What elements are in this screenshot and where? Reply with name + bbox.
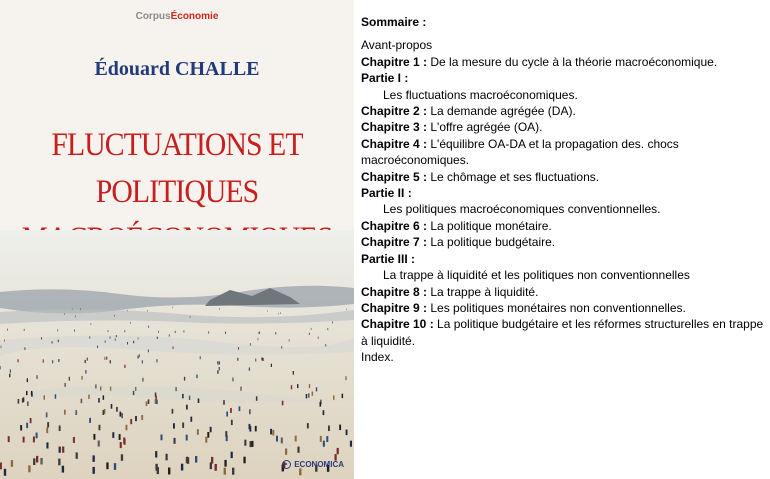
person	[268, 310, 269, 311]
person	[166, 454, 168, 461]
person	[27, 378, 28, 382]
person	[44, 395, 46, 399]
person	[73, 437, 75, 443]
person	[328, 328, 329, 330]
person	[250, 343, 251, 346]
person	[318, 337, 319, 339]
publisher-logo	[282, 460, 344, 469]
person	[126, 425, 128, 431]
person	[219, 367, 220, 370]
person	[88, 395, 90, 399]
toc-chapter-6	[361, 218, 766, 234]
person	[311, 328, 312, 330]
person	[299, 468, 301, 475]
person	[104, 357, 105, 360]
person	[89, 336, 90, 338]
person	[169, 334, 170, 336]
person	[205, 437, 207, 443]
person	[52, 360, 53, 363]
person	[172, 409, 174, 414]
person	[184, 330, 185, 332]
person	[108, 330, 109, 332]
toc-part-1	[361, 70, 766, 86]
person	[219, 361, 220, 364]
person	[155, 395, 157, 399]
toc-avant-propos: Avant-propos	[361, 38, 433, 53]
person	[135, 416, 137, 421]
person	[240, 387, 241, 391]
person	[64, 313, 65, 315]
person	[120, 442, 122, 448]
person	[75, 316, 76, 318]
person	[281, 438, 283, 444]
chapter-title: La politique budgétaire et les réformes structurelles en trappe à liquidité.	[361, 317, 764, 348]
toc-part-2	[361, 185, 766, 201]
person	[81, 376, 82, 380]
person	[168, 468, 170, 475]
person	[237, 358, 238, 361]
person	[308, 393, 310, 397]
person	[74, 330, 75, 332]
person	[251, 441, 253, 447]
person	[224, 468, 226, 475]
person	[93, 434, 95, 440]
person	[103, 395, 105, 399]
person	[69, 377, 70, 381]
person	[121, 413, 123, 418]
person	[208, 331, 209, 333]
person	[198, 399, 200, 404]
chapter-title: La trappe à liquidité.	[427, 284, 539, 299]
person	[147, 310, 148, 311]
person	[106, 462, 108, 469]
person	[133, 391, 135, 395]
beach-photo	[0, 230, 354, 479]
author-name: Édouard CHALLE	[94, 58, 260, 80]
person	[282, 401, 284, 406]
person	[33, 437, 35, 443]
person	[328, 426, 330, 432]
person	[249, 424, 251, 429]
person	[10, 369, 11, 373]
chapter-label: Chapitre 8 :	[361, 284, 428, 299]
chapter-label: Chapitre 6 :	[361, 218, 428, 233]
person	[295, 436, 297, 442]
series-prefix: Corpus	[135, 11, 171, 22]
person	[217, 361, 218, 364]
person	[155, 399, 157, 404]
person	[157, 337, 158, 339]
person	[110, 360, 111, 363]
person	[62, 447, 64, 453]
person	[1, 346, 2, 349]
person	[278, 313, 279, 315]
person	[4, 469, 6, 476]
person	[142, 360, 143, 363]
person	[232, 378, 233, 382]
person	[158, 331, 159, 333]
person	[0, 366, 1, 369]
person	[142, 378, 143, 382]
person	[130, 419, 132, 424]
person	[43, 359, 44, 362]
person	[210, 427, 212, 433]
toc-part-2-title: Les politiques macroéconomiques conventionnelles.	[383, 202, 661, 217]
person	[59, 447, 61, 453]
toc-chapter-5	[361, 169, 766, 185]
person	[123, 438, 125, 444]
chapter-title: Le chômage et ses fluctuations.	[427, 169, 600, 184]
person	[297, 384, 298, 388]
person	[323, 441, 325, 447]
person	[339, 425, 341, 431]
person	[332, 322, 333, 324]
person	[316, 387, 317, 391]
person	[200, 356, 201, 359]
person	[114, 463, 116, 470]
person	[133, 341, 134, 344]
person	[148, 326, 149, 328]
person	[91, 323, 92, 325]
person	[197, 429, 199, 435]
person	[36, 375, 37, 379]
person	[156, 359, 157, 362]
person	[36, 456, 38, 463]
person	[275, 332, 276, 334]
person	[320, 436, 322, 442]
person	[186, 405, 188, 410]
toc-chapter-9	[361, 300, 766, 316]
person	[23, 437, 25, 443]
person	[217, 370, 218, 374]
person	[87, 358, 88, 361]
person	[11, 460, 13, 467]
person	[8, 436, 10, 442]
person	[172, 307, 173, 308]
person	[181, 464, 183, 471]
person	[93, 467, 95, 474]
person	[139, 354, 140, 357]
book-title-line-1: FLUCTUATIONS ET POLITIQUES	[51, 127, 303, 210]
person	[256, 396, 258, 401]
person	[297, 447, 299, 453]
person	[325, 344, 326, 347]
person	[155, 451, 157, 457]
chapter-label: Chapitre 9 :	[361, 300, 428, 315]
chapter-title: La demande agrégée (DA).	[427, 104, 576, 119]
person	[141, 415, 143, 420]
person	[116, 335, 117, 337]
person	[76, 452, 78, 458]
person	[175, 331, 176, 333]
person	[250, 441, 252, 447]
toc-chapter-7	[361, 234, 766, 250]
person	[259, 332, 260, 334]
person	[280, 312, 281, 314]
person	[81, 399, 83, 404]
person	[58, 359, 59, 362]
person	[261, 357, 262, 360]
chapter-title: L'offre agrégée (OA).	[427, 120, 543, 135]
person	[7, 329, 8, 331]
person	[64, 410, 66, 415]
person	[255, 426, 257, 432]
person	[226, 412, 228, 417]
person	[114, 315, 115, 317]
person	[98, 441, 100, 447]
chapter-title: De la mesure du cycle à la théorie macroéconomique.	[427, 54, 718, 69]
person	[156, 400, 158, 405]
person	[239, 406, 241, 411]
toc-chapter-1	[361, 54, 766, 70]
person	[52, 341, 53, 344]
person	[33, 458, 35, 465]
person	[244, 440, 246, 446]
toc-chapter-2	[361, 103, 766, 119]
person	[47, 422, 49, 427]
person	[36, 433, 38, 439]
person	[31, 391, 33, 395]
person	[40, 458, 42, 465]
person	[173, 346, 174, 349]
person	[309, 333, 310, 335]
person	[195, 456, 197, 463]
person	[26, 423, 28, 428]
person	[272, 430, 274, 436]
person	[263, 358, 264, 361]
person	[243, 457, 245, 464]
person	[309, 384, 310, 388]
toc-chapter-8	[361, 284, 766, 300]
chapter-label: Chapitre 4 :	[361, 136, 428, 151]
person	[161, 435, 163, 441]
person	[276, 436, 278, 442]
toc-index: Index.	[361, 350, 394, 365]
person	[281, 346, 282, 349]
person	[26, 391, 28, 395]
person	[182, 394, 184, 398]
person	[125, 330, 126, 332]
person	[58, 340, 59, 343]
person	[306, 394, 308, 398]
person	[342, 394, 344, 398]
person	[9, 374, 10, 378]
person	[182, 423, 184, 428]
person	[103, 410, 105, 415]
person	[190, 316, 191, 318]
person	[115, 338, 116, 340]
person	[249, 367, 250, 370]
person	[215, 464, 217, 471]
chapter-label: Chapitre 1 :	[361, 54, 428, 69]
person	[323, 410, 325, 415]
series-suffix: Économie	[170, 11, 219, 22]
person	[58, 459, 60, 466]
person	[24, 329, 25, 331]
toc-part-3	[361, 251, 766, 267]
person	[285, 449, 287, 455]
series-label	[0, 11, 354, 22]
person	[41, 337, 42, 339]
person	[20, 425, 22, 431]
person	[175, 387, 176, 391]
person	[312, 392, 314, 396]
person	[307, 423, 309, 428]
person	[146, 401, 148, 406]
person	[190, 417, 192, 422]
person	[148, 399, 150, 404]
person	[116, 407, 118, 412]
chapter-label: Chapitre 2 :	[361, 104, 428, 119]
person	[111, 404, 113, 409]
person	[225, 431, 227, 437]
person	[18, 359, 19, 362]
person	[207, 432, 209, 438]
person	[27, 401, 29, 406]
part-label: Partie I :	[361, 71, 409, 86]
person	[89, 418, 91, 423]
person	[320, 402, 322, 407]
person	[110, 387, 111, 391]
person	[337, 448, 339, 454]
person	[75, 410, 77, 415]
person	[28, 465, 30, 472]
person	[333, 395, 335, 399]
person	[270, 429, 272, 435]
person	[210, 462, 212, 469]
person	[100, 386, 101, 390]
person	[293, 371, 294, 375]
person	[95, 384, 96, 388]
person	[46, 442, 48, 448]
person	[127, 342, 128, 345]
person	[120, 412, 122, 417]
table-of-contents	[361, 14, 766, 366]
person	[110, 336, 111, 338]
part-label: Partie III :	[361, 251, 416, 266]
person	[258, 338, 259, 340]
person	[119, 434, 121, 440]
person	[106, 357, 107, 360]
person	[130, 322, 131, 324]
toc-chapter-4	[361, 136, 766, 169]
person	[85, 360, 86, 363]
publisher-mark-icon	[282, 460, 291, 469]
person	[30, 418, 32, 423]
person	[112, 432, 114, 438]
person	[289, 339, 290, 341]
person	[225, 332, 226, 334]
person	[25, 347, 26, 350]
person	[59, 426, 61, 432]
person	[18, 399, 20, 404]
person	[64, 383, 65, 387]
person	[148, 350, 149, 353]
chapter-title: La politique monétaire.	[427, 218, 552, 233]
person	[138, 356, 139, 359]
person	[124, 365, 125, 368]
person	[186, 435, 188, 441]
person	[187, 457, 189, 464]
person	[46, 428, 48, 434]
toc-chapter-10	[361, 316, 766, 349]
toc-part-1-title: Les fluctuations macroéconomiques.	[383, 87, 578, 102]
person	[326, 436, 328, 442]
chapter-title: La politique budgétaire.	[427, 235, 556, 250]
person	[230, 408, 232, 413]
person	[350, 441, 352, 447]
person	[80, 308, 81, 309]
book-cover	[0, 0, 354, 479]
chapter-title: L'équilibre OA-DA et la propagation des. chocs macroéconomiques.	[361, 136, 679, 168]
publisher-name: ECONOMICA	[294, 460, 344, 469]
person	[97, 346, 98, 349]
toc-part-3-title: La trappe à liquidité et les politiques non conventionnelles	[383, 268, 690, 283]
person	[99, 425, 101, 431]
person	[346, 309, 347, 310]
person	[174, 438, 176, 444]
person	[72, 308, 73, 309]
person	[345, 376, 346, 380]
person	[223, 400, 225, 405]
person	[271, 364, 272, 367]
person	[135, 387, 136, 391]
person	[55, 394, 57, 398]
person	[46, 412, 48, 417]
chapter-label: Chapitre 5 :	[361, 169, 428, 184]
person	[189, 396, 191, 400]
chapter-label: Chapitre 10 :	[361, 317, 434, 332]
person	[121, 454, 123, 461]
person	[23, 397, 25, 402]
person	[238, 347, 239, 350]
person	[249, 409, 251, 414]
person	[4, 339, 5, 341]
person	[0, 463, 2, 470]
person	[98, 398, 100, 403]
toc-heading: Sommaire :	[361, 15, 427, 29]
person	[155, 464, 157, 471]
person	[184, 377, 185, 381]
person	[93, 455, 95, 462]
chapter-title: Les politiques monétaires non conventionnelles.	[427, 300, 686, 315]
person	[85, 370, 86, 374]
chapter-label: Chapitre 7 :	[361, 235, 428, 250]
person	[255, 359, 256, 362]
toc-chapter-3	[361, 119, 766, 135]
person	[291, 385, 292, 389]
person	[232, 468, 234, 475]
person	[127, 310, 128, 311]
person	[62, 466, 64, 473]
person	[219, 309, 220, 310]
person	[231, 452, 233, 458]
part-label: Partie II :	[361, 186, 412, 201]
person	[57, 329, 58, 331]
person	[105, 340, 106, 343]
person	[231, 420, 233, 425]
person	[196, 375, 197, 379]
person	[138, 337, 139, 339]
chapter-label: Chapitre 3 :	[361, 120, 428, 135]
sand-area	[0, 230, 354, 479]
person	[224, 460, 226, 467]
person	[346, 430, 348, 436]
person	[173, 423, 175, 428]
